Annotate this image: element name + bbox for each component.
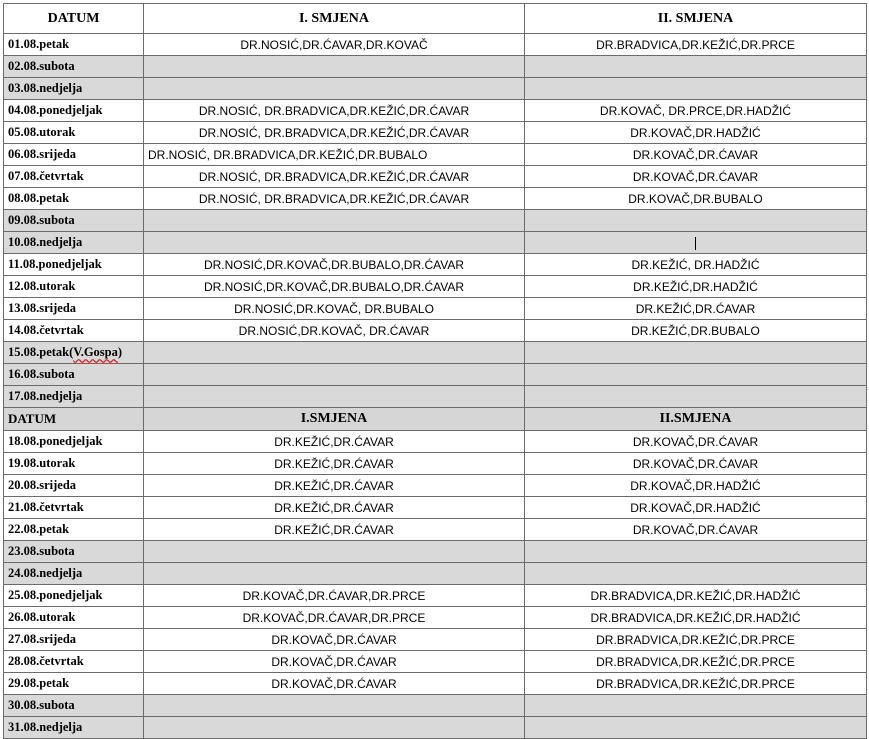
table-row [4, 78, 867, 100]
table-header-row [4, 4, 867, 34]
shift-1-cell [144, 232, 525, 254]
shift-1-cell: DR.NOSIĆ,DR.KOVAČ, DR.BUBALO [144, 298, 525, 320]
table-row [4, 364, 867, 386]
table-row [4, 144, 867, 166]
table-row [4, 276, 867, 298]
shift-1-cell: DR.NOSIĆ,DR.ĆAVAR,DR.KOVAČ [144, 34, 525, 56]
shift-1-cell: DR.NOSIĆ, DR.BRADVICA,DR.KEŽIĆ,DR.ĆAVAR [144, 100, 525, 122]
shift-1-cell: DR.KOVAČ,DR.ĆAVAR [144, 673, 525, 695]
shift-1-cell: DR.KOVAČ,DR.ĆAVAR [144, 629, 525, 651]
shift-1-cell: DR.NOSIĆ, DR.BRADVICA,DR.KEŽIĆ,DR.BUBALO [144, 144, 525, 166]
table-row [4, 100, 867, 122]
date-cell: 03.08.nedjelja [4, 78, 144, 100]
date-cell: 04.08.ponedjeljak [4, 100, 144, 122]
date-cell: 20.08.srijeda [4, 475, 144, 497]
shift-1-cell: DR.NOSIĆ, DR.BRADVICA,DR.KEŽIĆ,DR.ĆAVAR [144, 122, 525, 144]
shift-2-cell: DR.KEŽIĆ,DR.HADŽIĆ [525, 276, 867, 298]
shift-1-cell: DR.KOVAČ,DR.ĆAVAR [144, 651, 525, 673]
shift-1-cell [144, 386, 525, 408]
header-date: DATUM [4, 4, 144, 34]
shift-1-cell [144, 210, 525, 232]
date-cell: 12.08.utorak [4, 276, 144, 298]
date-cell: 23.08.subota [4, 541, 144, 563]
header-date-2: DATUM [4, 408, 144, 431]
table-row [4, 56, 867, 78]
date-cell: 19.08.utorak [4, 453, 144, 475]
date-text-end: ) [117, 345, 123, 359]
table-row [4, 563, 867, 585]
shift-1-cell [144, 364, 525, 386]
date-cell: 05.08.utorak [4, 122, 144, 144]
date-cell: 09.08.subota [4, 210, 144, 232]
table-row [4, 320, 867, 342]
date-cell: 07.08.četvrtak [4, 166, 144, 188]
shift-2-cell [525, 56, 867, 78]
date-cell: 26.08.utorak [4, 607, 144, 629]
shift-2-cell: DR.BRADVICA,DR.KEŽIĆ,DR.PRCE [525, 34, 867, 56]
date-cell: 29.08.petak [4, 673, 144, 695]
shift-2-cell: DR.KEŽIĆ, DR.HADŽIĆ [525, 254, 867, 276]
shift-2-cell: DR.KEŽIĆ,DR.ĆAVAR [525, 298, 867, 320]
date-cell: 27.08.srijeda [4, 629, 144, 651]
date-cell: 22.08.petak [4, 519, 144, 541]
table-row [4, 453, 867, 475]
shift-schedule-table [3, 3, 867, 739]
table-row [4, 34, 867, 56]
table-row [4, 386, 867, 408]
shift-2-cell[interactable] [525, 232, 867, 254]
table-row [4, 431, 867, 453]
table-row [4, 342, 867, 364]
table-row [4, 475, 867, 497]
header-shift-2: II. SMJENA [525, 4, 867, 34]
shift-1-cell: DR.KEŽIĆ,DR.ĆAVAR [144, 497, 525, 519]
date-cell: 13.08.srijeda [4, 298, 144, 320]
shift-1-cell: DR.NOSIĆ, DR.BRADVICA,DR.KEŽIĆ,DR.ĆAVAR [144, 188, 525, 210]
shift-1-cell [144, 78, 525, 100]
shift-1-cell: DR.KEŽIĆ,DR.ĆAVAR [144, 431, 525, 453]
shift-1-cell: DR.NOSIĆ,DR.KOVAČ,DR.BUBALO,DR.ĆAVAR [144, 254, 525, 276]
date-cell: 08.08.petak [4, 188, 144, 210]
text-cursor [695, 237, 696, 250]
shift-2-cell: DR.KOVAČ,DR.BUBALO [525, 188, 867, 210]
shift-2-cell: DR.BRADVICA,DR.KEŽIĆ,DR.HADŽIĆ [525, 585, 867, 607]
shift-1-cell: DR.NOSIĆ,DR.KOVAČ,DR.BUBALO,DR.ĆAVAR [144, 276, 525, 298]
table-row [4, 166, 867, 188]
shift-2-cell: DR.KOVAČ,DR.ĆAVAR [525, 166, 867, 188]
shift-2-cell [525, 364, 867, 386]
shift-1-cell: DR.KEŽIĆ,DR.ĆAVAR [144, 453, 525, 475]
shift-2-cell: DR.BRADVICA,DR.KEŽIĆ,DR.PRCE [525, 673, 867, 695]
date-cell: 17.08.nedjelja [4, 386, 144, 408]
shift-2-cell: DR.BRADVICA,DR.KEŽIĆ,DR.HADŽIĆ [525, 607, 867, 629]
shift-2-cell [525, 78, 867, 100]
shift-2-cell [525, 541, 867, 563]
shift-1-cell: DR.KEŽIĆ,DR.ĆAVAR [144, 519, 525, 541]
shift-1-cell: DR.NOSIĆ,DR.KOVAČ, DR.ĆAVAR [144, 320, 525, 342]
shift-2-cell [525, 342, 867, 364]
table-row [4, 651, 867, 673]
shift-2-cell: DR.KOVAČ,DR.ĆAVAR [525, 453, 867, 475]
header-shift-1-2: I.SMJENA [144, 408, 525, 431]
shift-1-cell [144, 717, 525, 739]
date-text: 15.08.petak( [8, 345, 74, 359]
date-cell: 24.08.nedjelja [4, 563, 144, 585]
shift-1-cell [144, 342, 525, 364]
shift-2-cell: DR.KOVAČ,DR.ĆAVAR [525, 144, 867, 166]
table-row [4, 519, 867, 541]
shift-1-cell [144, 541, 525, 563]
shift-2-cell [525, 695, 867, 717]
shift-2-cell: DR.BRADVICA,DR.KEŽIĆ,DR.PRCE [525, 651, 867, 673]
table-row [4, 695, 867, 717]
table-row [4, 673, 867, 695]
shift-1-cell [144, 563, 525, 585]
shift-2-cell: DR.KOVAČ,DR.HADŽIĆ [525, 475, 867, 497]
shift-1-cell: DR.KOVAČ,DR.ĆAVAR,DR.PRCE [144, 585, 525, 607]
shift-2-cell [525, 386, 867, 408]
shift-1-cell: DR.KEŽIĆ,DR.ĆAVAR [144, 475, 525, 497]
shift-2-cell: DR.BRADVICA,DR.KEŽIĆ,DR.PRCE [525, 629, 867, 651]
table-row [4, 497, 867, 519]
shift-2-cell: DR.KOVAČ,DR.HADŽIĆ [525, 497, 867, 519]
date-cell: 18.08.ponedjeljak [4, 431, 144, 453]
date-cell: 31.08.nedjelja [4, 717, 144, 739]
date-cell: 14.08.četvrtak [4, 320, 144, 342]
table-row [4, 210, 867, 232]
shift-2-cell: DR.KOVAČ, DR.PRCE,DR.HADŽIĆ [525, 100, 867, 122]
shift-2-cell [525, 563, 867, 585]
shift-1-cell [144, 56, 525, 78]
shift-2-cell: DR.KOVAČ,DR.HADŽIĆ [525, 122, 867, 144]
date-cell: 10.08.nedjelja [4, 232, 144, 254]
table-row [4, 188, 867, 210]
date-cell: 02.08.subota [4, 56, 144, 78]
table-header-row-2 [4, 408, 867, 431]
shift-2-cell [525, 717, 867, 739]
shift-2-cell [525, 210, 867, 232]
holiday-note: V.Gospa [73, 345, 118, 359]
date-cell: 28.08.četvrtak [4, 651, 144, 673]
table-row [4, 717, 867, 739]
table-row [4, 122, 867, 144]
date-cell: 01.08.petak [4, 34, 144, 56]
shift-1-cell [144, 695, 525, 717]
table-row [4, 629, 867, 651]
date-cell: 25.08.ponedjeljak [4, 585, 144, 607]
table-row [4, 541, 867, 563]
header-shift-1: I. SMJENA [144, 4, 525, 34]
date-cell: 21.08.četvrtak [4, 497, 144, 519]
table-row [4, 585, 867, 607]
date-cell [4, 342, 144, 364]
table-row [4, 232, 867, 254]
date-cell: 30.08.subota [4, 695, 144, 717]
date-cell: 11.08.ponedjeljak [4, 254, 144, 276]
table-row [4, 254, 867, 276]
table-row [4, 298, 867, 320]
table-row [4, 607, 867, 629]
header-shift-2-2: II.SMJENA [525, 408, 867, 431]
shift-1-cell: DR.KOVAČ,DR.ĆAVAR,DR.PRCE [144, 607, 525, 629]
shift-2-cell: DR.KEŽIĆ,DR.BUBALO [525, 320, 867, 342]
shift-2-cell: DR.KOVAČ,DR.ĆAVAR [525, 431, 867, 453]
shift-2-cell: DR.KOVAČ,DR.ĆAVAR [525, 519, 867, 541]
date-cell: 06.08.srijeda [4, 144, 144, 166]
shift-1-cell: DR.NOSIĆ, DR.BRADVICA,DR.KEŽIĆ,DR.ĆAVAR [144, 166, 525, 188]
date-cell: 16.08.subota [4, 364, 144, 386]
